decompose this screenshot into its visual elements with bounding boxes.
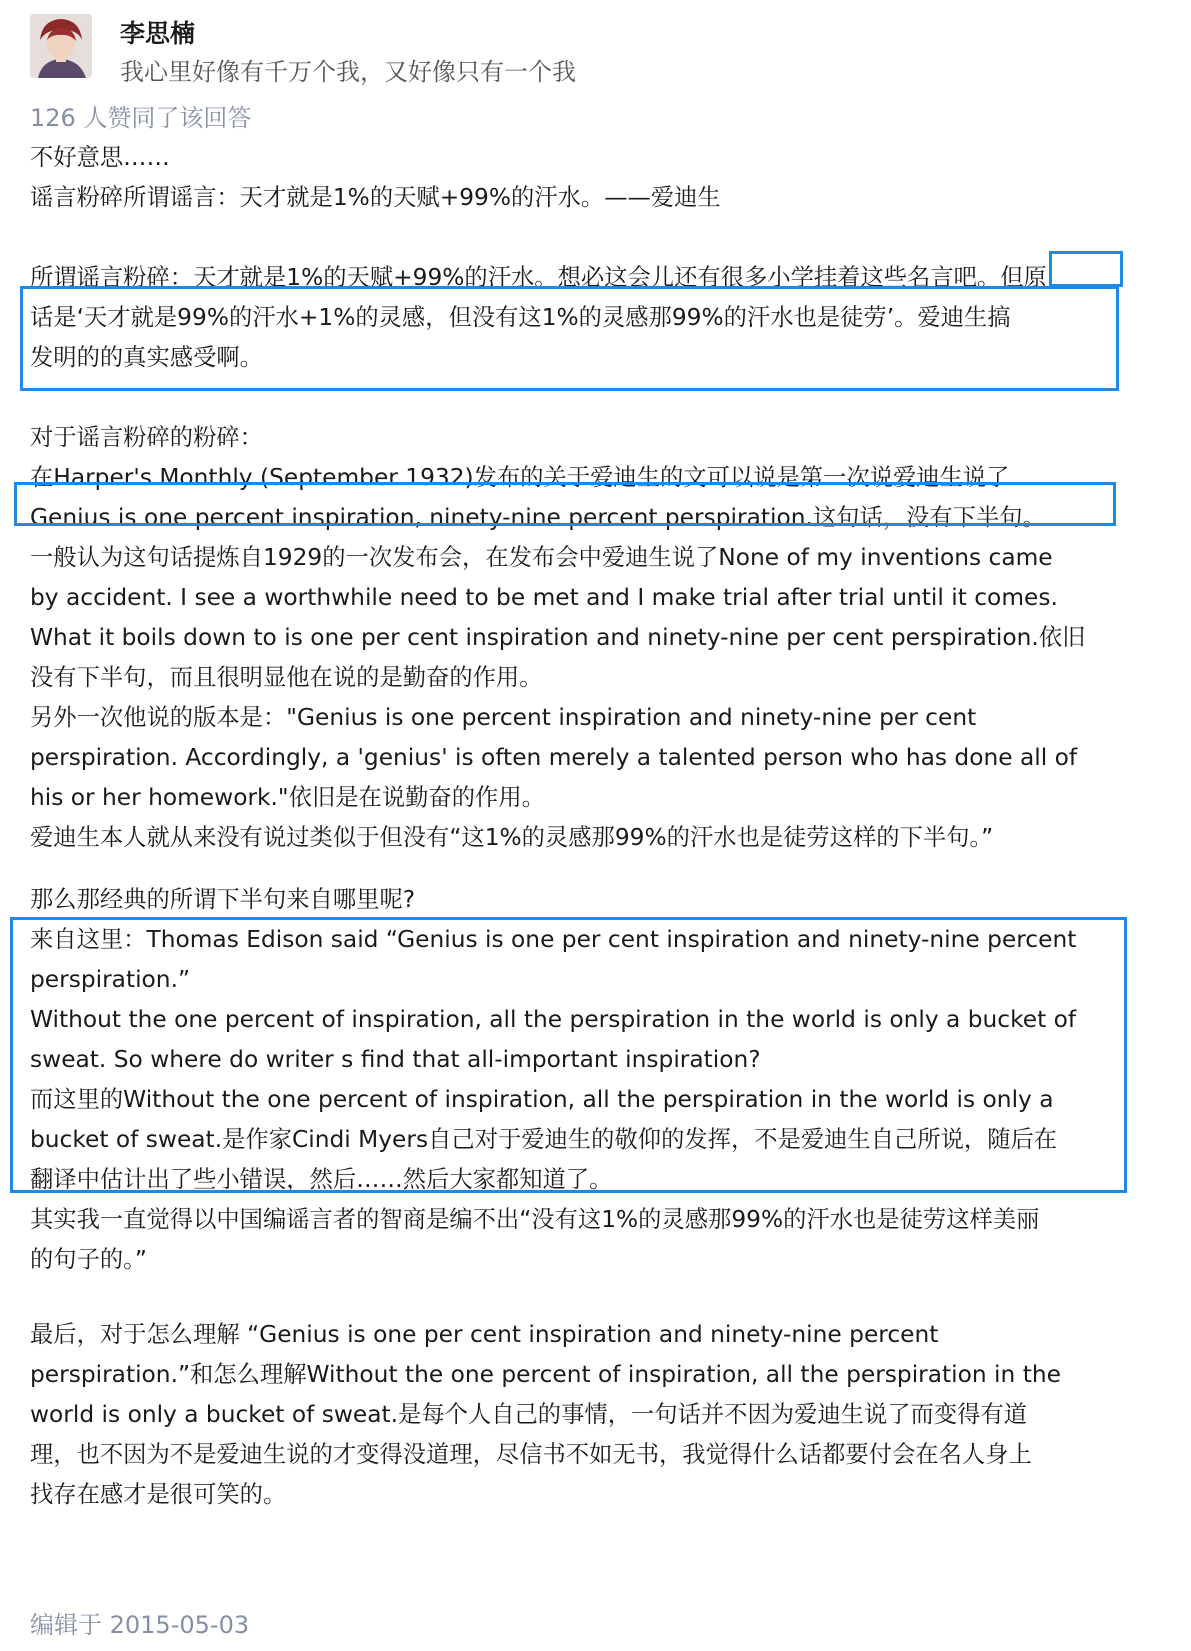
answer-line: 发明的的真实感受啊。: [30, 344, 263, 371]
answer-line: 理，也不因为不是爱迪生说的才变得没道理，尽信书不如无书，我觉得什么话都要付会在名人身上: [30, 1441, 1032, 1468]
author-avatar[interactable]: [30, 14, 92, 78]
answer-line: 在Harper's Monthly (September 1932)发布的关于爱迪生的文可以说是第一次说爱迪生说了: [30, 464, 1010, 491]
author-name[interactable]: 李思楠: [120, 19, 196, 48]
answer-line: his or her homework."依旧是在说勤奋的作用。: [30, 784, 545, 811]
answer-line: 找存在感才是很可笑的。: [30, 1481, 287, 1508]
answer-line: 翻译中估计出了些小错误，然后……然后大家都知道了。: [30, 1166, 613, 1193]
author-bio: 我心里好像有千万个我，又好像只有一个我: [120, 58, 576, 86]
answer-line: 没有下半句，而且很明显他在说的是勤奋的作用。: [30, 664, 543, 691]
answer-line: 那么那经典的所谓下半句来自哪里呢?: [30, 886, 416, 913]
answer-line: 来自这里：Thomas Edison said “Genius is one per cent inspiration and ninety-nine percent: [30, 926, 1077, 953]
answer-line: 的句子的。”: [30, 1246, 147, 1273]
answer-line: by accident. I see a worthwhile need to be met and I make trial after trial until it comes.: [30, 584, 1058, 611]
answer-line: sweat. So where do writer s find that all-important inspiration?: [30, 1046, 761, 1073]
answer-line: 其实我一直觉得以中国编谣言者的智商是编不出“没有这1%的灵感那99%的汗水也是徒劳这样美丽: [30, 1206, 1040, 1233]
answer-line: 对于谣言粉碎的粉碎：: [30, 424, 263, 451]
answer-line: 爱迪生本人就从来没有说过类似于但没有“这1%的灵感那99%的汗水也是徒劳这样的下半句。”: [30, 824, 994, 851]
answer-line: Genius is one percent inspiration, ninety-nine percent perspiration.这句话，没有下半句。: [30, 504, 1046, 531]
highlight-box-original-quote-continued: [20, 286, 1119, 391]
answer-line: 谣言粉碎所谓谣言：天才就是1%的天赋+99%的汗水。——爱迪生: [30, 184, 721, 211]
author-header: [30, 10, 1130, 86]
answer-line: 最后，对于怎么理解 “Genius is one per cent inspiration and ninety-nine percent: [30, 1321, 939, 1348]
answer-line: What it boils down to is one per cent inspiration and ninety-nine per cent perspiration.依旧: [30, 624, 1086, 651]
answer-line: world is only a bucket of sweat.是每个人自己的事情，一句话并不因为爱迪生说了而变得有道: [30, 1401, 1028, 1428]
avatar-image: [30, 14, 92, 78]
answer-line: perspiration. Accordingly, a 'genius' is often merely a talented person who has done all of: [30, 744, 1078, 771]
answer-line: 一般认为这句话提炼自1929的一次发布会，在发布会中爱迪生说了None of my inventions came: [30, 544, 1053, 571]
answer-line: bucket of sweat.是作家Cindi Myers自己对于爱迪生的敬仰的发挥，不是爱迪生自己所说，随后在: [30, 1126, 1058, 1153]
answer-line: 话是‘天才就是99%的汗水+1%的灵感，但没有这1%的灵感那99%的汗水也是徒劳’。爱迪生搞: [30, 304, 1011, 331]
answer-line: 而这里的Without the one percent of inspiration, all the perspiration in the world is only a: [30, 1086, 1054, 1113]
answer-line: 不好意思……: [30, 144, 170, 171]
highlight-box-original-quote: [1049, 251, 1123, 287]
vote-count[interactable]: 126 人赞同了该回答: [30, 104, 252, 132]
edit-timestamp: 编辑于 2015-05-03: [30, 1611, 250, 1639]
answer-line: 所谓谣言粉碎：天才就是1%的天赋+99%的汗水。想必这会儿还有很多小学挂着这些名言吧。但原: [30, 264, 1047, 291]
answer-line: 另外一次他说的版本是："Genius is one percent inspiration and ninety-nine per cent: [30, 704, 977, 731]
answer-line: perspiration.”和怎么理解Without the one percent of inspiration, all the perspiration in the: [30, 1361, 1061, 1388]
answer-line: perspiration.”: [30, 966, 191, 993]
answer-line: Without the one percent of inspiration, all the perspiration in the world is only a bucket of: [30, 1006, 1077, 1033]
